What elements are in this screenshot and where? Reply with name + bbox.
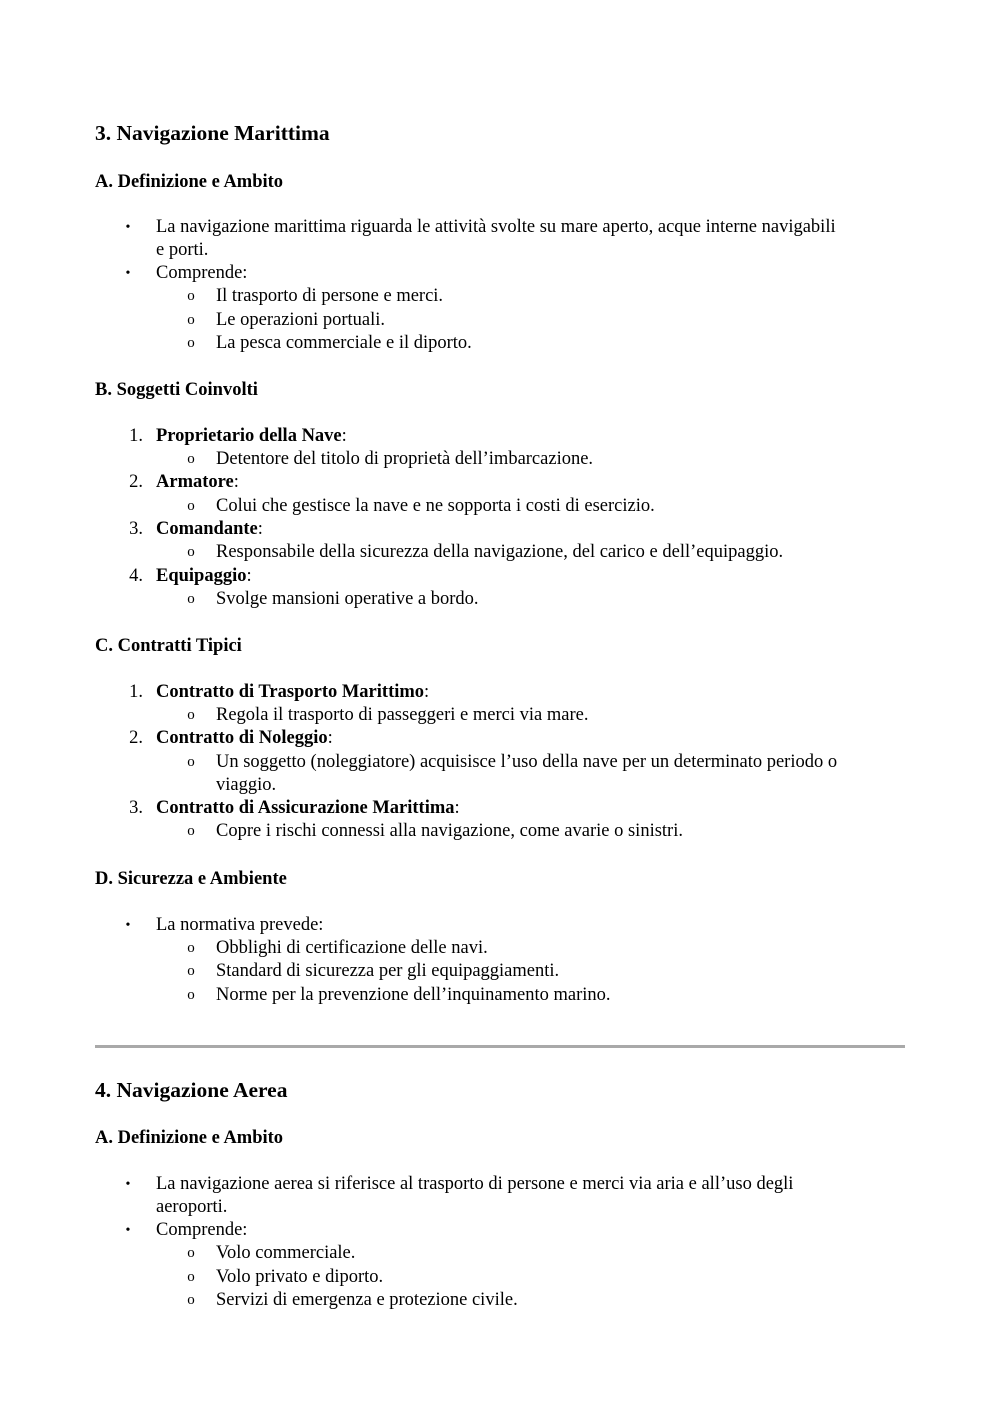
circle-bullet-icon: o [187, 823, 195, 839]
bullet-icon: • [125, 266, 131, 281]
circle-bullet-icon: o [187, 963, 195, 979]
horizontal-divider [95, 1045, 905, 1048]
bullet-icon: • [125, 1177, 131, 1192]
subsection-heading: A. Definizione e Ambito [95, 172, 284, 192]
section-title: 3. Navigazione Marittima [95, 121, 330, 145]
circle-bullet-icon: o [187, 707, 195, 723]
bullet-icon: • [125, 1223, 131, 1238]
circle-bullet-icon: o [187, 754, 195, 770]
circle-bullet-icon: o [187, 940, 195, 956]
subsection-heading: D. Sicurezza e Ambiente [95, 869, 287, 889]
section-title: 4. Navigazione Aerea [95, 1078, 288, 1102]
circle-bullet-icon: o [187, 1292, 195, 1308]
bullet-icon: • [125, 918, 131, 933]
circle-bullet-icon: o [187, 544, 195, 560]
subsection-heading: C. Contratti Tipici [95, 636, 242, 656]
subsection-heading: A. Definizione e Ambito [95, 1128, 284, 1148]
circle-bullet-icon: o [187, 335, 195, 351]
circle-bullet-icon: o [187, 987, 195, 1003]
circle-bullet-icon: o [187, 498, 195, 514]
circle-bullet-icon: o [187, 288, 195, 304]
subsection-heading: B. Soggetti Coinvolti [95, 380, 258, 400]
circle-bullet-icon: o [187, 1245, 195, 1261]
bullet-icon: • [125, 220, 131, 235]
circle-bullet-icon: o [187, 312, 195, 328]
circle-bullet-icon: o [187, 591, 195, 607]
circle-bullet-icon: o [187, 451, 195, 467]
circle-bullet-icon: o [187, 1269, 195, 1285]
